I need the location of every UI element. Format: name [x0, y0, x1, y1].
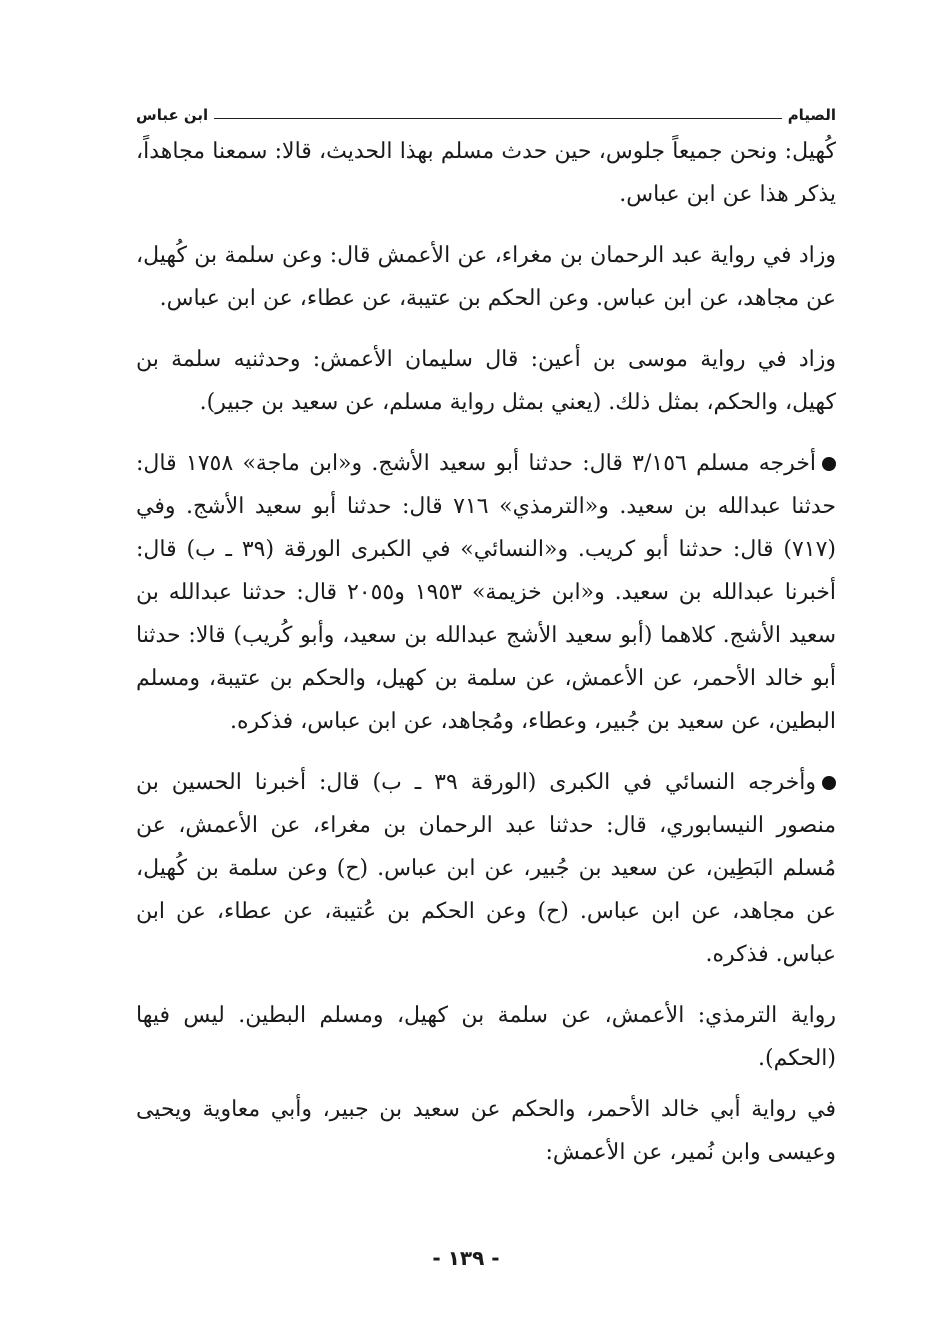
paragraph-7: في رواية أبي خالد الأحمر، والحكم عن سعيد بن جبير، وأبي معاوية ويحيى وعيسى وابن نُمير، عن الأعمش: — [136, 1097, 836, 1165]
page-number: - ١٣٩ - — [432, 1246, 500, 1270]
body-text — [136, 130, 836, 1192]
paragraph-1: كُهيل: ونحن جميعاً جلوس، حين حدث مسلم بهذا الحديث، قالا: سمعنا مجاهداً، يذكر هذا عن ابن عباس. — [136, 139, 836, 207]
paragraph-6: رواية الترمذي: الأعمش، عن سلمة بن كهيل، ومسلم البطين. ليس فيها (الحكم). — [136, 1003, 836, 1071]
running-header — [136, 98, 836, 124]
paragraph-5-text: وأخرجه النسائي في الكبرى (الورقة ٣٩ ـ ب) قال: أخبرنا الحسين بن منصور النيسابوري، قال: حدثنا عبد الرحمان بن مغراء، عن الأعمش، عن مُسلم البَطِين، عن سعيد بن جُبير، عن ابن عباس. (ح) وعن سلمة بن كُهيل، عن مجاهد، عن ابن عباس. (ح) وعن الحكم بن عُتيبة، عن عطاء، عن ابن عباس. فذكره. — [136, 770, 836, 967]
bullet-icon — [822, 776, 836, 790]
header-chapter-title: الصيام — [787, 106, 836, 124]
paragraph-5-takhrij — [136, 761, 836, 976]
paragraph-4-text: أخرجه مسلم ٣/١٥٦ قال: حدثنا أبو سعيد الأشج. و«ابن ماجة» ١٧٥٨ قال: حدثنا عبدالله بن سعيد. و«الترمذي» ٧١٦ قال: حدثنا أبو سعيد الأشج. وفي (٧١٧) قال: حدثنا أبو كريب. و«النسائي» في الكبرى الورقة (٣٩ ـ ب) قال: أخبرنا عبدالله بن سعيد. و«ابن خزيمة» ١٩٥٣ و٢٠٥٥ قال: حدثنا عبدالله بن سعيد الأشج. كلاهما (أبو سعيد الأشج عبدالله بن سعيد، وأبو كُريب) قالا: حدثنا أبو خالد الأحمر، عن الأعمش، عن سلمة بن كهيل، والحكم بن عتيبة، ومسلم البطين، عن سعيد بن جُبير، وعطاء، ومُجاهد، عن ابن عباس، فذكره. — [136, 451, 837, 734]
header-rule — [214, 118, 781, 119]
paragraph-3: وزاد في رواية موسى بن أعين: قال سليمان الأعمش: وحدثنيه سلمة بن كهيل، والحكم، بمثل ذلك. (يعني بمثل رواية مسلم، عن سعيد بن جبير). — [136, 347, 836, 415]
paragraph-4-takhrij — [136, 442, 836, 743]
paragraph-2: وزاد في رواية عبد الرحمان بن مغراء، عن الأعمش قال: وعن سلمة بن كُهيل، عن مجاهد، عن ابن عباس. وعن الحكم بن عتيبة، عن عطاء، عن ابن عباس. — [136, 243, 836, 311]
bullet-icon — [822, 457, 836, 471]
header-section-title: ابن عباس — [136, 106, 209, 124]
